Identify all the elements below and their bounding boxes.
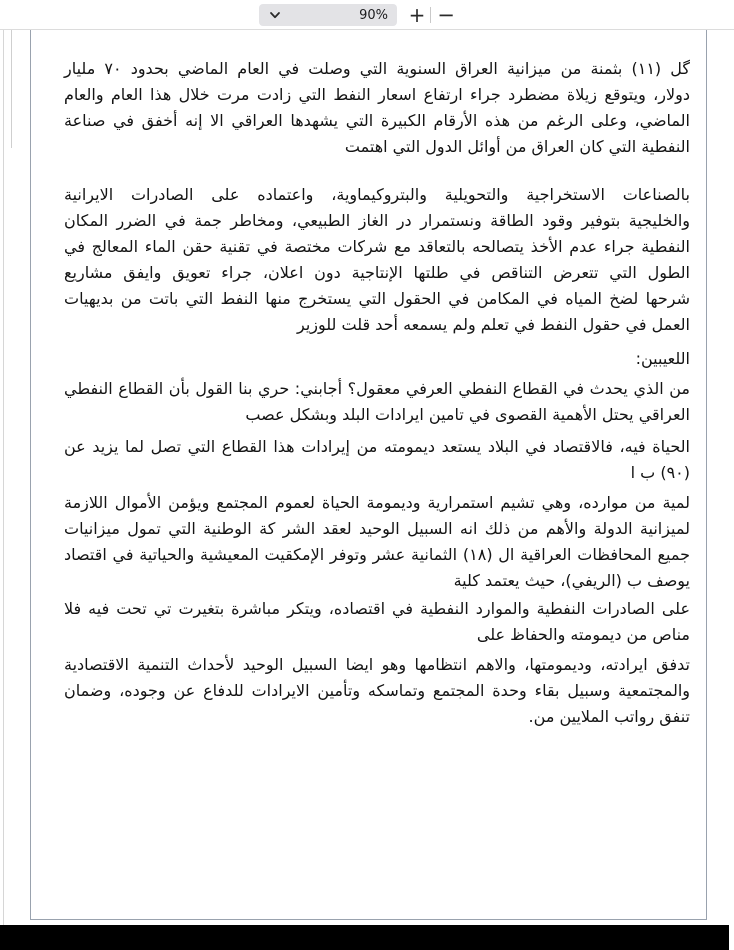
text-line: گل (١١) بثمنة من ميزانية العراق السنوية التي وصلت في العام الماضي بحدود ٧٠ مليار	[64, 59, 690, 78]
paragraph	[64, 182, 690, 338]
paragraph	[64, 376, 690, 428]
document-page	[30, 30, 707, 920]
minus-icon: −	[437, 3, 455, 27]
text-line: (٩٠) ب ا	[630, 463, 690, 482]
bottom-black-bar	[0, 925, 729, 950]
text-line: جميع المحافظات العراقية ال (١٨) الثمانية عشر وتوفر الإمكقيت المعيشية والحياتية في اقتصاد	[64, 545, 690, 564]
text-line: مناص من ديمومته والحفاظ على	[476, 625, 690, 644]
zoom-out-button[interactable]	[434, 0, 458, 30]
text-line: العمل في حقول النفط في تعلم ولم يسمعه أحد قلت للوزير	[296, 315, 690, 334]
text-line: لمية من موارده، وهي تشيم استمرارية وديمومة الحياة لعموم المجتمع ويؤمن الأموال اللازمة	[64, 493, 690, 512]
text-line: الطول التي تتعرض التناقص في طلتها الإنتاجية دون اعلان، جراء تعويق وايفق مشاريع	[64, 263, 690, 282]
text-line: والخليجية بتوفير وقود الطاقة ونستمرار در الغاز الطبيعي، ومخاطر جمة في الضرر المكان	[64, 211, 690, 230]
text-line: دولار، ويتوقع زيلاة مضطرد جراء ارتفاع اسعار النفط التي زادت مرت خلال هذا العام والعام	[64, 85, 690, 104]
zoom-in-button[interactable]	[405, 0, 429, 30]
paragraph	[64, 490, 690, 594]
text-line: بالصناعات الاستخراجية والتحويلية والبتروكيماوية، واعتماده على الصادرات الايرانية	[64, 185, 690, 204]
text-line: الحياة فيه، فالاقتصاد في البلاد يستعد ديمومته من إيرادات هذا القطاع التي تصل لما يزيد عن	[64, 437, 690, 456]
text-line: يوصف ب (الريفي)، حيث يعتمد كلية	[453, 571, 690, 590]
toolbar-divider	[430, 7, 431, 23]
text-line: تدفق ايرادته، وديمومتها، والاهم انتظامها وهو ايضا السبيل الوحيد لأحداث التنمية الاقتصادية	[64, 655, 690, 674]
text-line: النفطية التي كان العراق من أوائل الدول التي اهتمت	[344, 137, 690, 156]
text-line: لميزانية الدولة والأهم من ذلك انه السبيل الوحيد لعقد الشر كة الوطنية التي تمول ميزانيات	[64, 519, 690, 538]
text-line: الماضي، وعلى الرغم من هذه الأرقام الكبيرة التي يشهدها العراقي الا إنه أخفق في صناعة	[64, 111, 690, 130]
document-text	[64, 56, 690, 730]
toolbar	[0, 0, 734, 30]
text-line: والمجتمعية وسبيل بقاء وحدة المجتمع وتماسكه وتأمين الايرادات للدفاع عن وجوده، وضمان	[64, 681, 690, 700]
left-scrollbar-track	[3, 30, 4, 925]
chevron-down-icon	[269, 9, 281, 21]
left-scrollbar-thumb[interactable]	[4, 30, 12, 148]
paragraph	[64, 652, 690, 730]
zoom-level-value: 90%	[359, 7, 388, 23]
paragraph	[64, 56, 690, 160]
text-line: اللعيبين:	[635, 349, 690, 368]
zoom-dropdown[interactable]	[259, 4, 397, 26]
text-line: على الصادرات النفطية والموارد النفطية في اقتصاده، ويتكر مباشرة بتغيرت تي تحت فيه فلا	[64, 599, 690, 618]
text-line: العراقي يحتل الأهمية القصوى في تامين ايرادات البلد وبشكل عصب	[245, 405, 690, 424]
paragraph	[64, 346, 690, 372]
text-line: شرحها لضخ المياه في المكامن في الحقول التي يستخرج منها النفط التي باتت من بديهيات	[64, 289, 690, 308]
text-line: تنفق رواتب الملايين من.	[528, 707, 690, 726]
text-line: من الذي يحدث في القطاع النفطي العرفي معقول؟ أجابني: حري بنا القول بأن القطاع النفطي	[64, 379, 690, 398]
text-line: النفطية جراء عدم الأخذ يتصالحه بالتعاقد مع شركات مختصة في تقنية حقن الماء المعالج في	[64, 237, 690, 256]
plus-icon: +	[408, 3, 426, 27]
paragraph	[64, 596, 690, 648]
paragraph	[64, 434, 690, 486]
